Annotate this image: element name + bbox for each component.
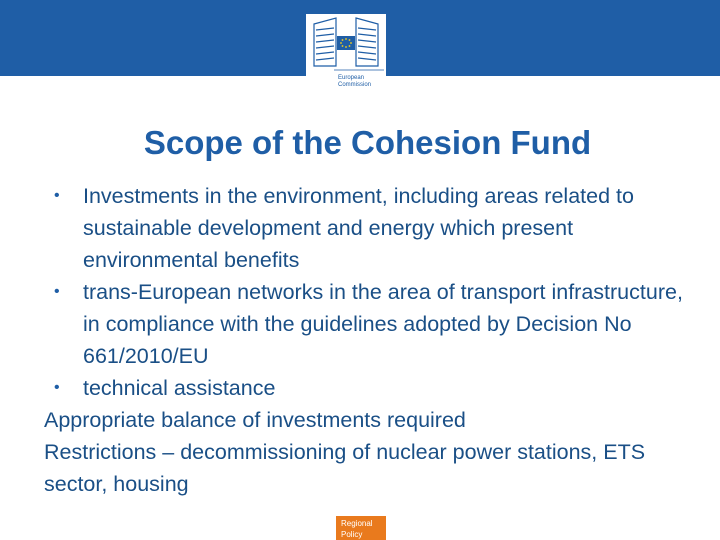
bullet-item [54, 276, 684, 372]
badge-line-1: Regional [341, 519, 373, 528]
badge-line-2: Policy [341, 530, 363, 539]
regional-policy-badge [336, 516, 386, 540]
bullet-text: technical assistance [83, 376, 276, 400]
bullet-text: Investments in the environment, including areas related to sustainable development and energy which present environmental benefits [83, 184, 634, 272]
body-line: Appropriate balance of investments required [44, 408, 466, 432]
slide-title: Scope of the Cohesion Fund [143, 124, 592, 161]
logo-line-2: Commission [338, 82, 372, 88]
bullet-item [54, 180, 684, 276]
bullet-item [54, 372, 684, 404]
body-line: Restrictions – decommissioning of nuclear power stations, ETS sector, housing [44, 440, 646, 496]
bullet-dot-icon: • [54, 379, 60, 396]
commission-building-icon [306, 14, 386, 76]
bullet-dot-icon: • [54, 187, 60, 204]
logo-line-1: European [338, 75, 365, 81]
slide-content [44, 180, 684, 500]
bullet-text: trans-European networks in the area of transport infrastructure, in compliance with the guidelines adopted by Decision No 661/2010/EU [83, 280, 683, 368]
bullet-dot-icon: • [54, 283, 60, 300]
logo-text [338, 75, 384, 89]
european-commission-logo [306, 14, 386, 100]
